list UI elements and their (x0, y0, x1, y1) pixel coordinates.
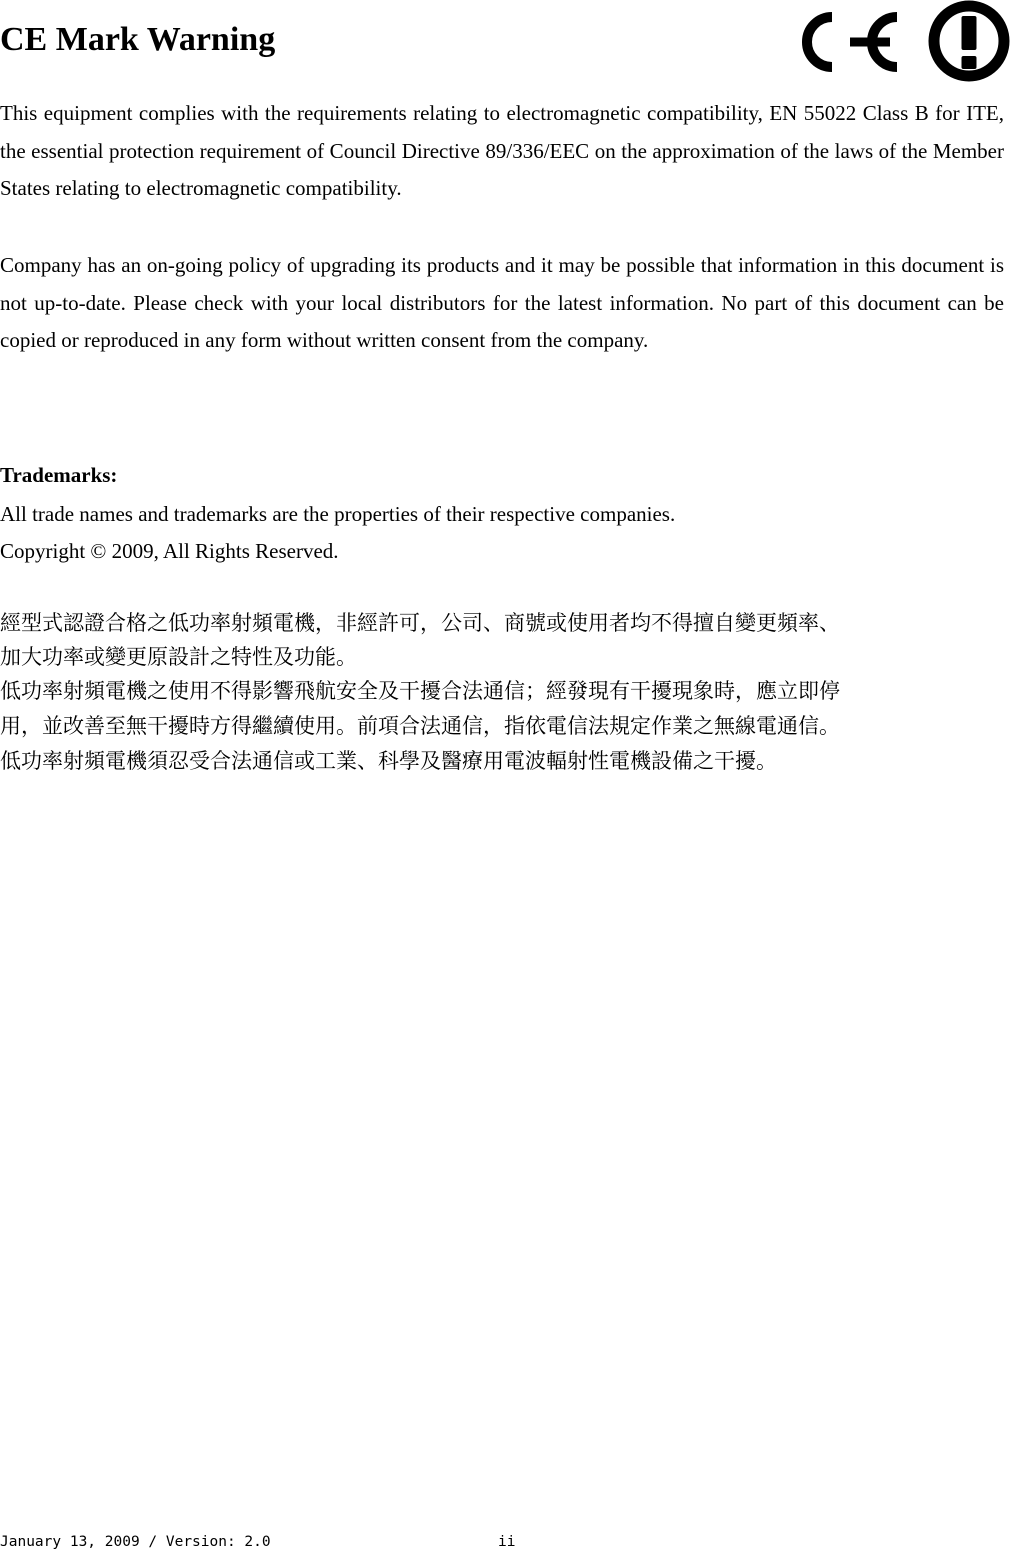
copyright-text: Copyright © 2009, All Rights Reserved. (0, 539, 339, 563)
page-number: ii (498, 1534, 516, 1550)
ce-mark-icon (807, 17, 897, 67)
chinese-notice-line: 用，並改善至無干擾時方得繼續使用。前項合法通信，指依電信法規定作業之無線電通信。 (0, 714, 840, 738)
chinese-notice-line: 低功率射頻電機之使用不得影響飛航安全及干擾合法通信；經發現有干擾現象時，應立即停 (0, 679, 840, 703)
compliance-paragraph: This equipment complies with the requirements relating to electromagnetic compatibility, EN 55022 Class B for ITE, the essential protection requirement of Council Directive 89/336/EEC on the approximation of the laws of the Member States relating to electromagnetic compatibility. (0, 101, 1004, 200)
ce-mark-logo (790, 0, 1012, 84)
trademarks-text: All trade names and trademarks are the properties of their respective companies. (0, 502, 676, 526)
page-title: CE Mark Warning (0, 21, 276, 58)
chinese-notice-line: 經型式認證合格之低功率射頻電機，非經許可，公司、商號或使用者均不得擅自變更頻率、 (0, 611, 840, 635)
trademarks-heading: Trademarks: (0, 463, 118, 487)
footer-version: January 13, 2009 / Version: 2.0 (0, 1534, 271, 1550)
alert-circle-icon (934, 6, 1004, 76)
chinese-notice-line: 低功率射頻電機須忍受合法通信或工業、科學及醫療用電波輻射性電機設備之干擾。 (0, 749, 777, 773)
chinese-notice-line: 加大功率或變更原設計之特性及功能。 (0, 645, 357, 669)
policy-paragraph: Company has an on-going policy of upgrading its products and it may be possible that information in this document is not up-to-date. Please check with your local distributors for the latest information. No part of this document can be copied or reproduced in any form without written consent from the company. (0, 253, 1004, 352)
